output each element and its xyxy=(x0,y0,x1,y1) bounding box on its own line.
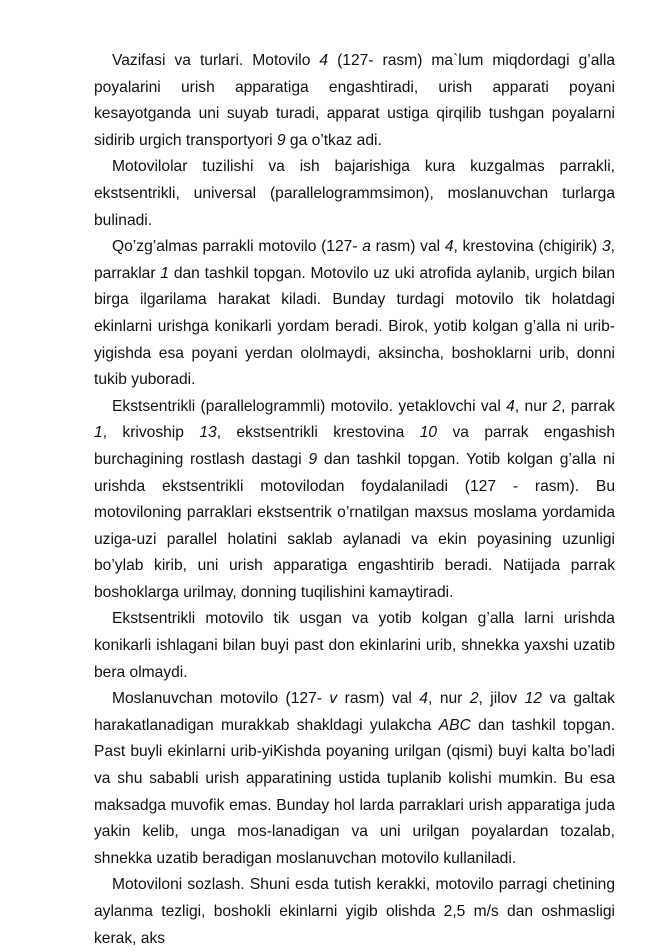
paragraph-sozlash xyxy=(94,872,615,952)
text-segment: Ekstsentrikli (parallelogrammli) motovilo. yetaklovchi val xyxy=(112,397,507,415)
italic-reference: 4 xyxy=(506,397,515,415)
italic-reference: 2 xyxy=(552,397,562,415)
italic-reference: 10 xyxy=(419,424,438,442)
text-segment: ga o’tkaz adi. xyxy=(285,131,382,149)
text-segment: dan tashkil topgan. Motovilo uz uki atrofida aylanib, urgich bilan birga ilgarilama harakat kiladi. Bunday turdagi motovilo tik holatdagi ekinlarni urishga konikarli yordam beradi. Birok, yotib kolgan g’alla ni urib-yigishda esa poyani yerdan ololmaydi, aksincha, boshoklarni urib, donni tukib yuboradi. xyxy=(94,264,615,389)
italic-reference: 9 xyxy=(308,450,318,468)
italic-reference: a xyxy=(362,238,371,256)
text-segment: , krestovina (chigirik) xyxy=(453,238,602,256)
document-page xyxy=(94,48,615,952)
text-segment: (127- rasm) ma`lum miqdordagi g’alla poyalarini urish apparatiga engashtiradi, urish apparati poyani kesayotganda uni suyab turadi, apparat ustiga qirqilib tushgan poyalarni sidirib urgich transportyori xyxy=(94,52,615,149)
italic-reference: 9 xyxy=(276,131,286,149)
text-segment: Ekstsentrikli motovilo tik usgan va yotib kolgan g’alla larni urishda konikarli ishlagani bilan buyi past don ekinlarini urib, shnekka yaxshi uzatib bera olmaydi. xyxy=(94,610,615,681)
text-segment: Motovilоni sozlash. Shuni esda tutish kerakki, motovilo parragi chetining aylanma tezligi, boshokli ekinlarni yigib olishda 2,5 m/s dan oshmasligi kerak, aks xyxy=(94,876,615,947)
italic-reference: 1 xyxy=(160,264,170,282)
italic-reference: ABC xyxy=(438,716,471,734)
text-segment: Motovilolar tuzilishi va ish bajarishiga kura kuzgalmas parrakli, ekstsentrikli, universal (parallelogrammsimon), moslanuvchan turlarga bulinadi. xyxy=(94,158,615,229)
paragraph-vazifasi xyxy=(94,48,615,154)
paragraph-tuzilishi xyxy=(94,154,615,234)
italic-reference: 4 xyxy=(444,238,454,256)
italic-reference: 12 xyxy=(524,690,542,708)
paragraph-ekstsentrikli-usage xyxy=(94,606,615,686)
italic-reference: 4 xyxy=(319,52,329,69)
text-segment: dan tashkil topgan. Yotib kolgan g’alla ni urishda ekstsentrikli motovilodan foydalaniladi (127 - rasm). Bu motoviloning parraklari ekstsentrik o’rnatilgan maxsus moslama yordamida uziga-uzi parallel holatini saklab aylanadi va ekin poyasining uzunligi bo’ylab kirib, uni urish apparatiga engashtirib beradi. Natijada parrak boshoklarga urilmay, donning tuqilishini kamaytiradi. xyxy=(94,450,615,601)
paragraph-ekstsentrikli xyxy=(94,394,615,607)
italic-reference: 4 xyxy=(419,690,429,708)
text-segment: , ekstsentrikli krestovina xyxy=(216,424,420,442)
paragraph-moslanuvchan xyxy=(94,686,615,872)
text-segment: Qo’zg’almas parrakli motovilo (127- xyxy=(112,238,363,256)
text-segment: va parrak engashish burchagining rostlash dastagi xyxy=(94,424,616,468)
text-segment: Moslanuvchan motovilo (127- xyxy=(112,690,330,708)
text-segment: , parrak xyxy=(561,397,615,415)
italic-reference: 13 xyxy=(199,424,217,442)
text-segment: , nur xyxy=(428,690,470,708)
text-segment: va galtak harakatlanadigan murakkab shakldagi yulakcha xyxy=(94,690,615,734)
text-segment: rasm) val xyxy=(370,238,445,256)
text-segment: , krivoship xyxy=(102,424,200,442)
italic-reference: 1 xyxy=(94,424,103,442)
italic-reference: 3 xyxy=(601,238,611,256)
text-segment: , nur xyxy=(514,397,553,415)
italic-reference: 2 xyxy=(469,690,479,708)
text-segment: rasm) val xyxy=(337,690,420,708)
text-segment: , parraklar xyxy=(94,238,615,282)
text-segment: Vazifasi va turlari. Motovilo xyxy=(112,52,320,69)
text-segment: dan tashkil topgan. Past buyli ekinlarni urib-yiKishda poyaning urilgan (qismi) buyi kalta bo’ladi va shu sababli urish apparatining ustida tuplanib kolishi mumkin. Bu esa maksadga muvofik emas. Bunday hol larda parraklari urish apparatiga juda yakin kelib, unga mos-lanadigan va uni urilgan poyalardan tozalab, shnekka uzatib beradigan moslanuvchan motovilo kullaniladi. xyxy=(94,716,615,867)
italic-reference: v xyxy=(329,690,338,708)
text-segment: , jilov xyxy=(478,690,525,708)
paragraph-qozgalmas xyxy=(94,234,615,394)
